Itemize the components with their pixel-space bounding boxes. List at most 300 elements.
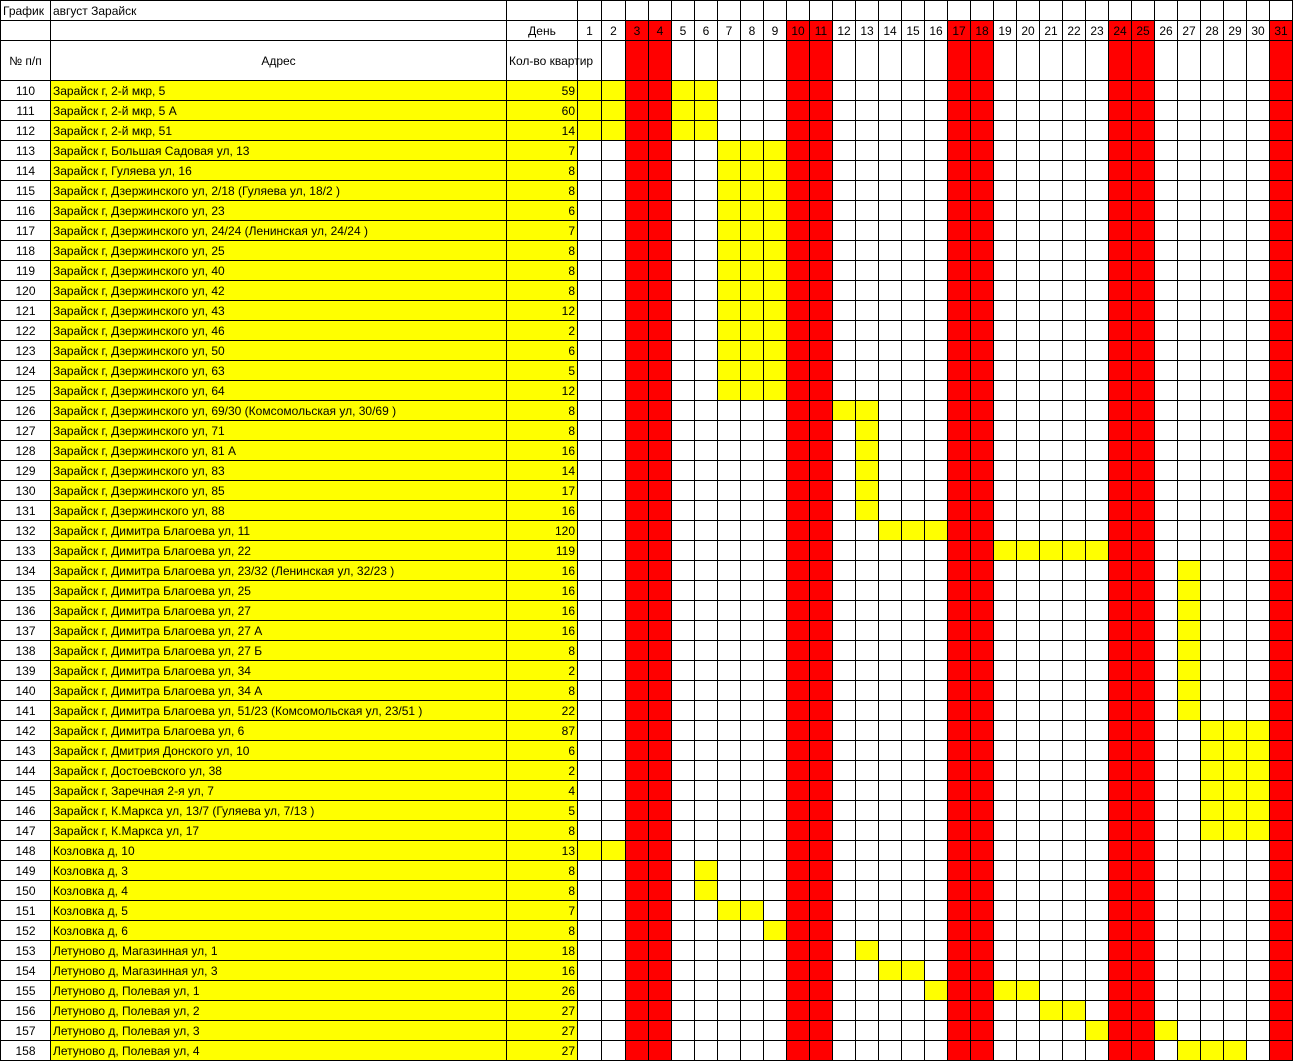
day-cell[interactable] [925,541,948,561]
title-day-cell[interactable] [833,1,856,21]
day-cell[interactable] [1224,361,1247,381]
day-cell[interactable] [1086,661,1109,681]
day-cell[interactable] [1247,321,1270,341]
scheduled-cell[interactable] [764,361,787,381]
day-cell[interactable] [994,321,1017,341]
weekend-cell[interactable] [626,101,649,121]
weekend-cell[interactable] [1270,801,1293,821]
weekend-cell[interactable] [1109,941,1132,961]
day-cell[interactable] [925,301,948,321]
row-number[interactable]: 114 [1,161,51,181]
weekend-cell[interactable] [626,441,649,461]
scheduled-cell[interactable] [764,341,787,361]
day-cell[interactable] [672,561,695,581]
day-cell[interactable] [902,1041,925,1061]
day-cell[interactable] [578,1041,602,1061]
day-cell[interactable] [1201,341,1224,361]
day-cell[interactable] [833,681,856,701]
day-cell[interactable] [695,961,718,981]
scheduled-cell[interactable] [1086,541,1109,561]
weekend-cell[interactable] [649,181,672,201]
weekend-cell[interactable] [1109,841,1132,861]
day-cell[interactable] [741,461,764,481]
header-day-cell[interactable] [1155,41,1178,81]
weekend-cell[interactable] [787,641,810,661]
weekend-cell[interactable] [948,721,971,741]
scheduled-cell[interactable] [1224,741,1247,761]
row-number[interactable]: 131 [1,501,51,521]
day-cell[interactable] [833,1041,856,1061]
weekend-cell[interactable] [787,921,810,941]
header-day-cell[interactable] [994,41,1017,81]
title-day-cell[interactable] [1132,1,1155,21]
day-cell[interactable] [994,121,1017,141]
weekend-cell[interactable] [626,341,649,361]
day-cell[interactable] [741,561,764,581]
weekend-cell[interactable] [626,1001,649,1021]
day-cell[interactable] [856,161,879,181]
day-cell[interactable] [925,121,948,141]
day-cell[interactable] [1247,221,1270,241]
day-cell[interactable] [695,581,718,601]
day-cell[interactable] [856,1021,879,1041]
day-cell[interactable] [879,601,902,621]
day-cell[interactable] [1017,661,1040,681]
day-cell[interactable] [578,141,602,161]
day-cell[interactable] [602,701,626,721]
header-empty-num[interactable] [1,21,51,41]
day-cell[interactable] [1201,461,1224,481]
day-cell[interactable] [1155,941,1178,961]
day-cell[interactable] [856,661,879,681]
weekend-cell[interactable] [1270,381,1293,401]
day-cell[interactable] [925,1041,948,1061]
day-cell[interactable] [1063,201,1086,221]
header-day-cell[interactable] [649,41,672,81]
scheduled-cell[interactable] [764,301,787,321]
day-cell[interactable] [879,501,902,521]
scheduled-cell[interactable] [602,841,626,861]
weekend-cell[interactable] [626,81,649,101]
weekend-cell[interactable] [1132,761,1155,781]
day-cell[interactable] [1247,961,1270,981]
day-cell[interactable] [741,641,764,661]
weekend-cell[interactable] [787,161,810,181]
day-cell[interactable] [1155,721,1178,741]
weekend-cell[interactable] [787,261,810,281]
day-cell[interactable] [994,81,1017,101]
weekend-cell[interactable] [1270,101,1293,121]
weekend-cell[interactable] [1132,221,1155,241]
day-cell[interactable] [1017,301,1040,321]
day-cell[interactable] [578,721,602,741]
day-number-31[interactable]: 31 [1270,21,1293,41]
day-cell[interactable] [856,521,879,541]
weekend-cell[interactable] [1132,281,1155,301]
day-cell[interactable] [1224,881,1247,901]
weekend-cell[interactable] [649,541,672,561]
title-day-cell[interactable] [718,1,741,21]
title-day-cell[interactable] [787,1,810,21]
day-cell[interactable] [741,541,764,561]
header-day-cell[interactable] [764,41,787,81]
weekend-cell[interactable] [787,741,810,761]
scheduled-cell[interactable] [741,301,764,321]
day-cell[interactable] [925,821,948,841]
num-header[interactable]: № п/п [1,41,51,81]
day-cell[interactable] [695,721,718,741]
day-cell[interactable] [1247,81,1270,101]
weekend-cell[interactable] [948,1021,971,1041]
day-cell[interactable] [1155,821,1178,841]
weekend-cell[interactable] [1109,301,1132,321]
scheduled-cell[interactable] [856,481,879,501]
title-day-cell[interactable] [1201,1,1224,21]
day-cell[interactable] [1040,821,1063,841]
weekend-cell[interactable] [649,881,672,901]
row-count[interactable]: 16 [507,961,578,981]
row-number[interactable]: 154 [1,961,51,981]
row-number[interactable]: 155 [1,981,51,1001]
day-cell[interactable] [1247,701,1270,721]
scheduled-cell[interactable] [741,221,764,241]
weekend-cell[interactable] [1132,1041,1155,1061]
day-cell[interactable] [1086,441,1109,461]
weekend-cell[interactable] [787,861,810,881]
weekend-cell[interactable] [948,301,971,321]
weekend-cell[interactable] [948,161,971,181]
weekend-cell[interactable] [1109,81,1132,101]
day-cell[interactable] [578,1021,602,1041]
weekend-cell[interactable] [1270,581,1293,601]
weekend-cell[interactable] [1132,621,1155,641]
weekend-cell[interactable] [787,121,810,141]
day-cell[interactable] [1040,721,1063,741]
day-cell[interactable] [1017,221,1040,241]
day-cell[interactable] [741,741,764,761]
day-cell[interactable] [1247,361,1270,381]
day-cell[interactable] [994,281,1017,301]
weekend-cell[interactable] [948,141,971,161]
scheduled-cell[interactable] [718,301,741,321]
row-number[interactable]: 156 [1,1001,51,1021]
weekend-cell[interactable] [810,281,833,301]
weekend-cell[interactable] [948,901,971,921]
day-cell[interactable] [833,741,856,761]
day-cell[interactable] [1178,401,1201,421]
day-cell[interactable] [578,941,602,961]
day-cell[interactable] [1155,681,1178,701]
day-cell[interactable] [902,661,925,681]
day-cell[interactable] [718,1001,741,1021]
scheduled-cell[interactable] [741,181,764,201]
day-cell[interactable] [925,781,948,801]
day-cell[interactable] [1017,481,1040,501]
scheduled-cell[interactable] [764,381,787,401]
weekend-cell[interactable] [1270,1001,1293,1021]
day-cell[interactable] [856,1041,879,1061]
weekend-cell[interactable] [971,1021,994,1041]
day-cell[interactable] [695,441,718,461]
day-cell[interactable] [994,721,1017,741]
day-cell[interactable] [1063,841,1086,861]
day-cell[interactable] [879,301,902,321]
weekend-cell[interactable] [649,461,672,481]
day-cell[interactable] [925,1021,948,1041]
day-cell[interactable] [578,521,602,541]
weekend-cell[interactable] [626,121,649,141]
day-cell[interactable] [602,941,626,961]
day-cell[interactable] [1178,101,1201,121]
header-day-cell[interactable] [787,41,810,81]
day-cell[interactable] [1063,241,1086,261]
day-cell[interactable] [1017,321,1040,341]
row-address[interactable]: Козловка д, 3 [51,861,507,881]
day-cell[interactable] [1201,141,1224,161]
day-cell[interactable] [764,1001,787,1021]
row-number[interactable]: 125 [1,381,51,401]
scheduled-cell[interactable] [1224,761,1247,781]
day-cell[interactable] [764,421,787,441]
scheduled-cell[interactable] [578,101,602,121]
day-cell[interactable] [925,621,948,641]
row-address[interactable]: Летуново д, Магазинная ул, 1 [51,941,507,961]
weekend-cell[interactable] [1132,241,1155,261]
weekend-cell[interactable] [626,861,649,881]
day-cell[interactable] [925,101,948,121]
weekend-cell[interactable] [1270,481,1293,501]
weekend-cell[interactable] [1109,741,1132,761]
day-cell[interactable] [578,161,602,181]
day-cell[interactable] [994,601,1017,621]
day-cell[interactable] [1040,341,1063,361]
row-number[interactable]: 111 [1,101,51,121]
day-cell[interactable] [672,241,695,261]
weekend-cell[interactable] [787,381,810,401]
day-cell[interactable] [1224,441,1247,461]
address-header[interactable]: Адрес [51,41,507,81]
day-cell[interactable] [1201,321,1224,341]
weekend-cell[interactable] [649,981,672,1001]
day-cell[interactable] [718,621,741,641]
day-cell[interactable] [764,1021,787,1041]
weekend-cell[interactable] [1132,101,1155,121]
row-address[interactable]: Зарайск г, К.Маркса ул, 17 [51,821,507,841]
day-cell[interactable] [1063,461,1086,481]
day-cell[interactable] [1017,101,1040,121]
weekend-cell[interactable] [971,281,994,301]
weekend-cell[interactable] [1109,481,1132,501]
day-cell[interactable] [1247,441,1270,461]
title-day-cell[interactable] [1247,1,1270,21]
weekend-cell[interactable] [1132,421,1155,441]
day-cell[interactable] [718,1021,741,1041]
scheduled-cell[interactable] [578,841,602,861]
day-cell[interactable] [1178,161,1201,181]
day-cell[interactable] [833,381,856,401]
day-cell[interactable] [856,261,879,281]
scheduled-cell[interactable] [856,941,879,961]
day-cell[interactable] [1086,121,1109,141]
day-cell[interactable] [1247,161,1270,181]
day-cell[interactable] [695,1041,718,1061]
day-cell[interactable] [994,641,1017,661]
weekend-cell[interactable] [810,481,833,501]
row-address[interactable]: Зарайск г, Дзержинского ул, 71 [51,421,507,441]
weekend-cell[interactable] [1270,821,1293,841]
weekend-cell[interactable] [626,641,649,661]
day-cell[interactable] [1201,941,1224,961]
day-cell[interactable] [602,361,626,381]
weekend-cell[interactable] [1132,381,1155,401]
weekend-cell[interactable] [1132,661,1155,681]
scheduled-cell[interactable] [902,961,925,981]
weekend-cell[interactable] [948,601,971,621]
day-cell[interactable] [925,401,948,421]
day-cell[interactable] [695,521,718,541]
weekend-cell[interactable] [649,581,672,601]
day-cell[interactable] [1040,801,1063,821]
weekend-cell[interactable] [1270,861,1293,881]
row-address[interactable]: Зарайск г, Дзержинского ул, 69/30 (Комсомольская ул, 30/69 ) [51,401,507,421]
weekend-cell[interactable] [1109,601,1132,621]
weekend-cell[interactable] [1270,321,1293,341]
weekend-cell[interactable] [810,1041,833,1061]
row-number[interactable]: 127 [1,421,51,441]
weekend-cell[interactable] [1132,941,1155,961]
day-cell[interactable] [833,1021,856,1041]
day-cell[interactable] [1086,201,1109,221]
day-cell[interactable] [1017,681,1040,701]
row-address[interactable]: Зарайск г, Димитра Благоева ул, 11 [51,521,507,541]
day-cell[interactable] [741,781,764,801]
day-cell[interactable] [925,861,948,881]
day-cell[interactable] [856,141,879,161]
weekend-cell[interactable] [649,221,672,241]
day-cell[interactable] [1086,781,1109,801]
day-cell[interactable] [1178,981,1201,1001]
weekend-cell[interactable] [948,81,971,101]
row-count[interactable]: 8 [507,281,578,301]
weekend-cell[interactable] [787,761,810,781]
weekend-cell[interactable] [1109,361,1132,381]
day-cell[interactable] [1178,741,1201,761]
day-cell[interactable] [578,241,602,261]
weekend-cell[interactable] [948,121,971,141]
day-cell[interactable] [1017,261,1040,281]
weekend-cell[interactable] [626,821,649,841]
day-cell[interactable] [1201,121,1224,141]
day-cell[interactable] [1201,621,1224,641]
day-cell[interactable] [602,441,626,461]
weekend-cell[interactable] [971,761,994,781]
scheduled-cell[interactable] [718,161,741,181]
weekend-cell[interactable] [626,901,649,921]
day-cell[interactable] [1178,121,1201,141]
day-cell[interactable] [578,261,602,281]
day-cell[interactable] [879,661,902,681]
day-cell[interactable] [1201,381,1224,401]
day-cell[interactable] [1224,1021,1247,1041]
day-number-25[interactable]: 25 [1132,21,1155,41]
weekend-cell[interactable] [1270,761,1293,781]
weekend-cell[interactable] [1270,621,1293,641]
day-cell[interactable] [856,121,879,141]
day-cell[interactable] [1017,781,1040,801]
title-day-cell[interactable] [1270,1,1293,21]
title-day-cell[interactable] [994,1,1017,21]
scheduled-cell[interactable] [718,261,741,281]
day-cell[interactable] [1017,881,1040,901]
day-cell[interactable] [602,421,626,441]
day-cell[interactable] [718,501,741,521]
day-cell[interactable] [1017,381,1040,401]
day-cell[interactable] [925,761,948,781]
row-address[interactable]: Зарайск г, Большая Садовая ул, 13 [51,141,507,161]
weekend-cell[interactable] [971,81,994,101]
scheduled-cell[interactable] [902,521,925,541]
weekend-cell[interactable] [971,641,994,661]
weekend-cell[interactable] [1109,641,1132,661]
scheduled-cell[interactable] [741,261,764,281]
scheduled-cell[interactable] [925,981,948,1001]
day-cell[interactable] [902,81,925,101]
weekend-cell[interactable] [810,141,833,161]
scheduled-cell[interactable] [879,521,902,541]
day-cell[interactable] [741,521,764,541]
day-cell[interactable] [902,941,925,961]
day-cell[interactable] [879,981,902,1001]
scheduled-cell[interactable] [1201,1041,1224,1061]
header-day-cell[interactable] [879,41,902,81]
day-cell[interactable] [1155,741,1178,761]
day-cell[interactable] [741,441,764,461]
day-cell[interactable] [925,601,948,621]
weekend-cell[interactable] [810,641,833,661]
day-cell[interactable] [718,481,741,501]
weekend-cell[interactable] [787,301,810,321]
weekend-cell[interactable] [1270,701,1293,721]
row-count[interactable]: 8 [507,161,578,181]
day-cell[interactable] [1224,981,1247,1001]
day-cell[interactable] [672,541,695,561]
day-cell[interactable] [1201,481,1224,501]
day-cell[interactable] [1017,821,1040,841]
day-cell[interactable] [1247,401,1270,421]
count-header[interactable]: Кол-во квартир [507,41,578,81]
weekend-cell[interactable] [971,521,994,541]
day-cell[interactable] [1178,441,1201,461]
day-cell[interactable] [1063,161,1086,181]
day-cell[interactable] [1155,561,1178,581]
row-count[interactable]: 7 [507,901,578,921]
day-cell[interactable] [925,261,948,281]
day-cell[interactable] [672,721,695,741]
day-cell[interactable] [1247,241,1270,261]
day-cell[interactable] [1201,161,1224,181]
weekend-cell[interactable] [626,921,649,941]
row-address[interactable]: Летуново д, Полевая ул, 2 [51,1001,507,1021]
day-cell[interactable] [1155,841,1178,861]
day-cell[interactable] [994,941,1017,961]
weekend-cell[interactable] [626,401,649,421]
weekend-cell[interactable] [1109,401,1132,421]
weekend-cell[interactable] [1132,121,1155,141]
day-cell[interactable] [1178,81,1201,101]
weekend-cell[interactable] [948,781,971,801]
day-cell[interactable] [902,621,925,641]
weekend-cell[interactable] [626,241,649,261]
